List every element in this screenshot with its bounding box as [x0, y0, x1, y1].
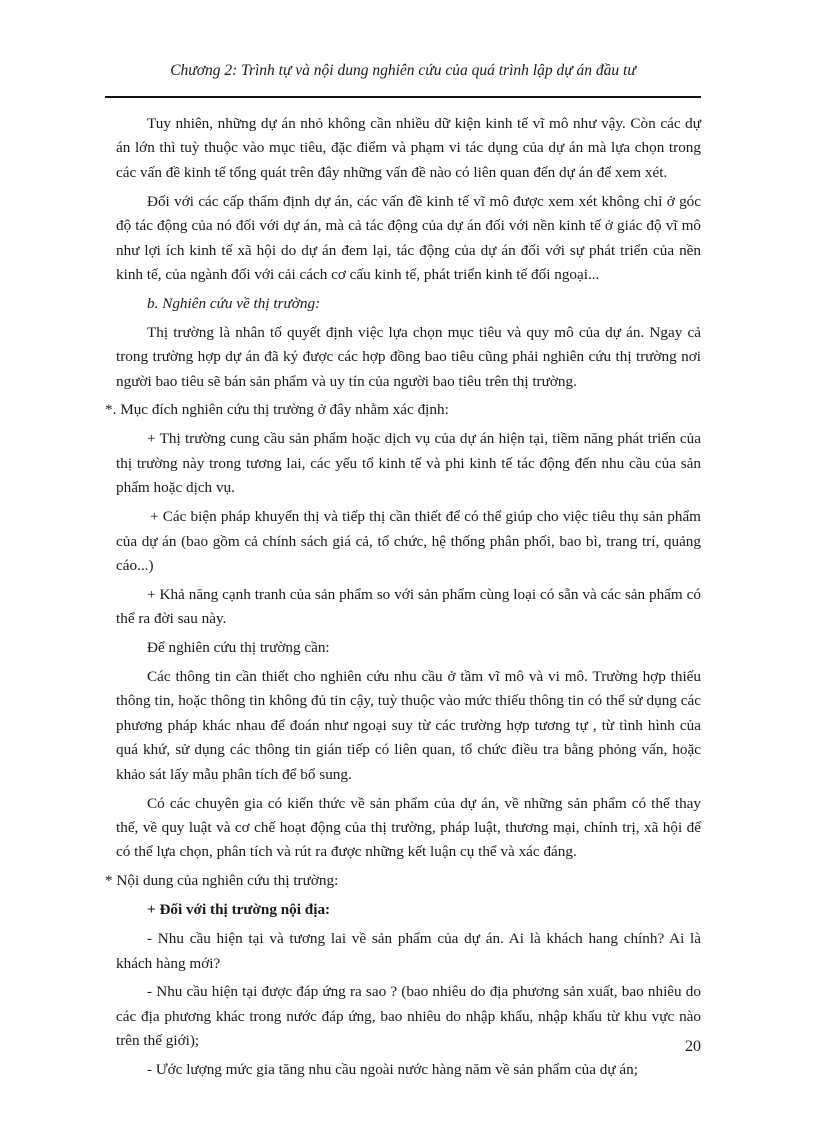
section-heading: b. Nghiên cứu về thị trường:	[147, 294, 321, 312]
paragraph: Thị trường là nhân tố quyết định việc lựa chọn mục tiêu và quy mô của dự án. Ngay cả trong trường hợp dự án đã ký được các hợp đồng bao tiêu cũng phải nghiên cứu thị trường nơi người bao tiêu sẽ bán sản phẩm và uy tín của người bao tiêu trên thị trường.	[116, 323, 701, 390]
list-item: + Thị trường cung cầu sản phẩm hoặc dịch vụ của dự án hiện tại, tiềm năng phát triển của thị trường này trong tương lai, các yếu tố kinh tế và phi kinh tế tác động đến nhu cầu của sản phẩm hoặc dịch vụ.	[116, 430, 701, 497]
paragraph: Tuy nhiên, những dự án nhỏ không cần nhiều dữ kiện kinh tế vĩ mô như vậy. Còn các dự án lớn thì tuỳ thuộc vào mục tiêu, đặc điểm và phạm vi tác dụng của dự án mà lựa chọn trong các vấn đề kinh tế tổng quát trên đây những vấn đề nào có liên quan đến dự án để xem xét.	[116, 115, 701, 181]
paragraph: Đối với các cấp thẩm định dự án, các vấn đề kinh tế vĩ mô được xem xét không chỉ ở góc độ tác động của nó đối với dự án, mà cả tác động của dự án đối với nền kinh tế ở giác độ vĩ mô như lợi ích kinh tế xã hội do dự án đem lại, tác động của dự án đối với sự phát triển của nền kinh tế, của ngành đối với cải cách cơ cấu kinh tế, phát triển kinh tế đối ngoại...	[116, 192, 701, 283]
list-item: - Nhu cầu hiện tại được đáp ứng ra sao ? (bao nhiêu do địa phương sản xuất, bao nhiêu do các địa phương khác trong nước đáp ứng, bao nhiêu do nhập khẩu, nhập khẩu từ khu vực nào trên thế giới);	[116, 983, 701, 1050]
paragraph: Có các chuyên gia có kiến thức về sản phẩm của dự án, về những sản phẩm có thể thay thế, về quy luật và cơ chế hoạt động của thị trường, pháp luật, thương mại, chính trị, xã hội để có thể lựa chọn, phân tích và rút ra được những kết luận cụ thể và xác đáng.	[116, 794, 701, 861]
list-item: - Ước lượng mức gia tăng nhu cầu ngoài nước hàng năm về sản phẩm của dự án;	[147, 1061, 638, 1079]
body-text	[105, 112, 701, 1087]
header-rule	[105, 96, 701, 98]
list-item: - Nhu cầu hiện tại và tương lai về sản phẩm của dự án. Ai là khách hang chính? Ai là khách hàng mới?	[116, 930, 701, 972]
list-item: + Các biện pháp khuyến thị và tiếp thị cần thiết để có thể giúp cho việc tiêu thụ sản phẩm của dự án (bao gồm cả chính sách giá cả, tổ chức, hệ thống phân phối, bao bì, trang trí, quảng cáo...)	[116, 508, 701, 574]
subsection-heading: + Đối với thị trường nội địa:	[147, 901, 331, 919]
paragraph: Để nghiên cứu thị trường cần:	[147, 639, 330, 657]
list-item: + Khả năng cạnh tranh của sản phẩm so với sản phẩm cùng loại có sẵn và các sản phẩm có thể ra đời sau này.	[116, 585, 701, 628]
paragraph: Các thông tin cần thiết cho nghiên cứu nhu cầu ở tầm vĩ mô và vi mô. Trường hợp thiếu thông tin, hoặc thông tin không đủ tin cậy, tuỳ thuộc vào mức thiếu thông tin có thể sử dụng các phương pháp khác nhau để đoán như ngoại suy từ các trường hợp tương tự , từ tình hình của quá khứ, sử dụng các thông tin gián tiếp có liên quan, tổ chức điều tra bằng phỏng vấn, hoặc khảo sát lấy mẫu phân tích để bổ sung.	[116, 668, 701, 783]
chapter-header: Chương 2: Trình tự và nội dung nghiên cứu của quá trình lập dự án đầu tư	[170, 62, 636, 79]
list-heading: * Nội dung của nghiên cứu thị trường:	[105, 872, 339, 890]
list-heading: *. Mục đích nghiên cứu thị trường ở đây nhằm xác định:	[105, 401, 449, 419]
page-number: 20	[685, 1038, 701, 1055]
